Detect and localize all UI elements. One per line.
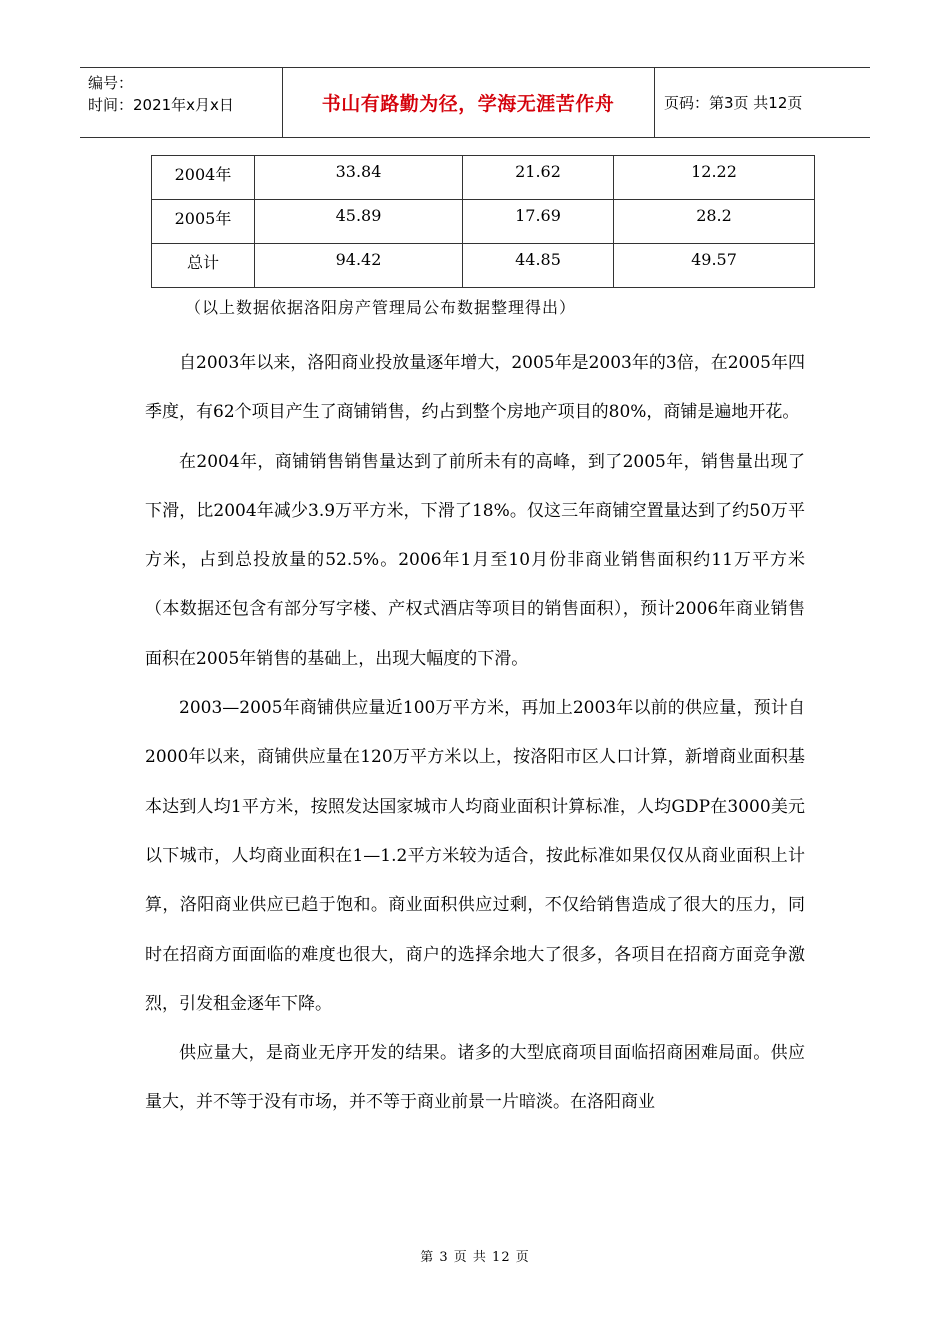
table-cell: 49.57: [614, 244, 815, 288]
page-header: [80, 67, 870, 138]
paragraph: 在2004年，商铺销售销售量达到了前所未有的高峰，到了2005年，销售量出现了下滑，比2004年减少3.9万平方米，下滑了18%。仅这三年商铺空置量达到了约50万平方米，占到总投放量的52.5%。2006年1月至10月份非商业销售面积约11万平方米（本数据还包含有部分写字楼、产权式酒店等项目的销售面积），预计2006年商业销售面积在2005年销售的基础上，出现大幅度的下滑。: [145, 451, 805, 669]
body-text: [145, 339, 805, 1128]
table-cell: 17.69: [463, 200, 614, 244]
table-cell: 44.85: [463, 244, 614, 288]
table-cell: 33.84: [255, 156, 463, 200]
date-label: 时间：2021年x月x日: [88, 96, 234, 114]
header-page-label: 页码：第3页 共12页: [664, 94, 803, 112]
table-cell: 总计: [152, 244, 255, 288]
table-cell: 94.42: [255, 244, 463, 288]
table-row: [152, 244, 815, 288]
table-row: [152, 156, 815, 200]
header-meta: [88, 72, 283, 116]
table-cell: 21.62: [463, 156, 614, 200]
table-cell: 2004年: [152, 156, 255, 200]
paragraph: 供应量大，是商业无序开发的结果。诸多的大型底商项目面临招商困难局面。供应量大，并不等于没有市场，并不等于商业前景一片暗淡。在洛阳商业: [145, 1043, 805, 1113]
paragraph: 自2003年以来，洛阳商业投放量逐年增大，2005年是2003年的3倍，在2005年四季度，有62个项目产生了商铺销售，约占到整个房地产项目的80%，商铺是遍地开花。: [145, 353, 805, 423]
table-cell: 28.2: [614, 200, 815, 244]
header-divider: [654, 68, 655, 137]
header-motto: 书山有路勤为径，学海无涯苦作舟: [321, 93, 615, 115]
table-cell: 45.89: [255, 200, 463, 244]
page-footer: 第 3 页 共 12 页: [420, 1250, 530, 1265]
paragraph: 2003—2005年商铺供应量近100万平方米，再加上2003年以前的供应量，预计自2000年以来，商铺供应量在120万平方米以上，按洛阳市区人口计算，新增商业面积基本达到人均1平方米，按照发达国家城市人均商业面积计算标准，人均GDP在3000美元以下城市，人均商业面积在1—1.2平方米较为适合，按此标准如果仅仅从商业面积上计算，洛阳商业供应已趋于饱和。商业面积供应过剩，不仅给销售造成了很大的压力，同时在招商方面面临的难度也很大，商户的选择余地大了很多，各项目在招商方面竞争激烈，引发租金逐年下降。: [145, 698, 805, 1014]
table-cell: 2005年: [152, 200, 255, 244]
table-source-note: （以上数据依据洛阳房产管理局公布数据整理得出）: [185, 298, 577, 317]
table-cell: 12.22: [614, 156, 815, 200]
id-label: 编号：: [88, 74, 134, 92]
data-table: [151, 155, 815, 288]
table-row: [152, 200, 815, 244]
